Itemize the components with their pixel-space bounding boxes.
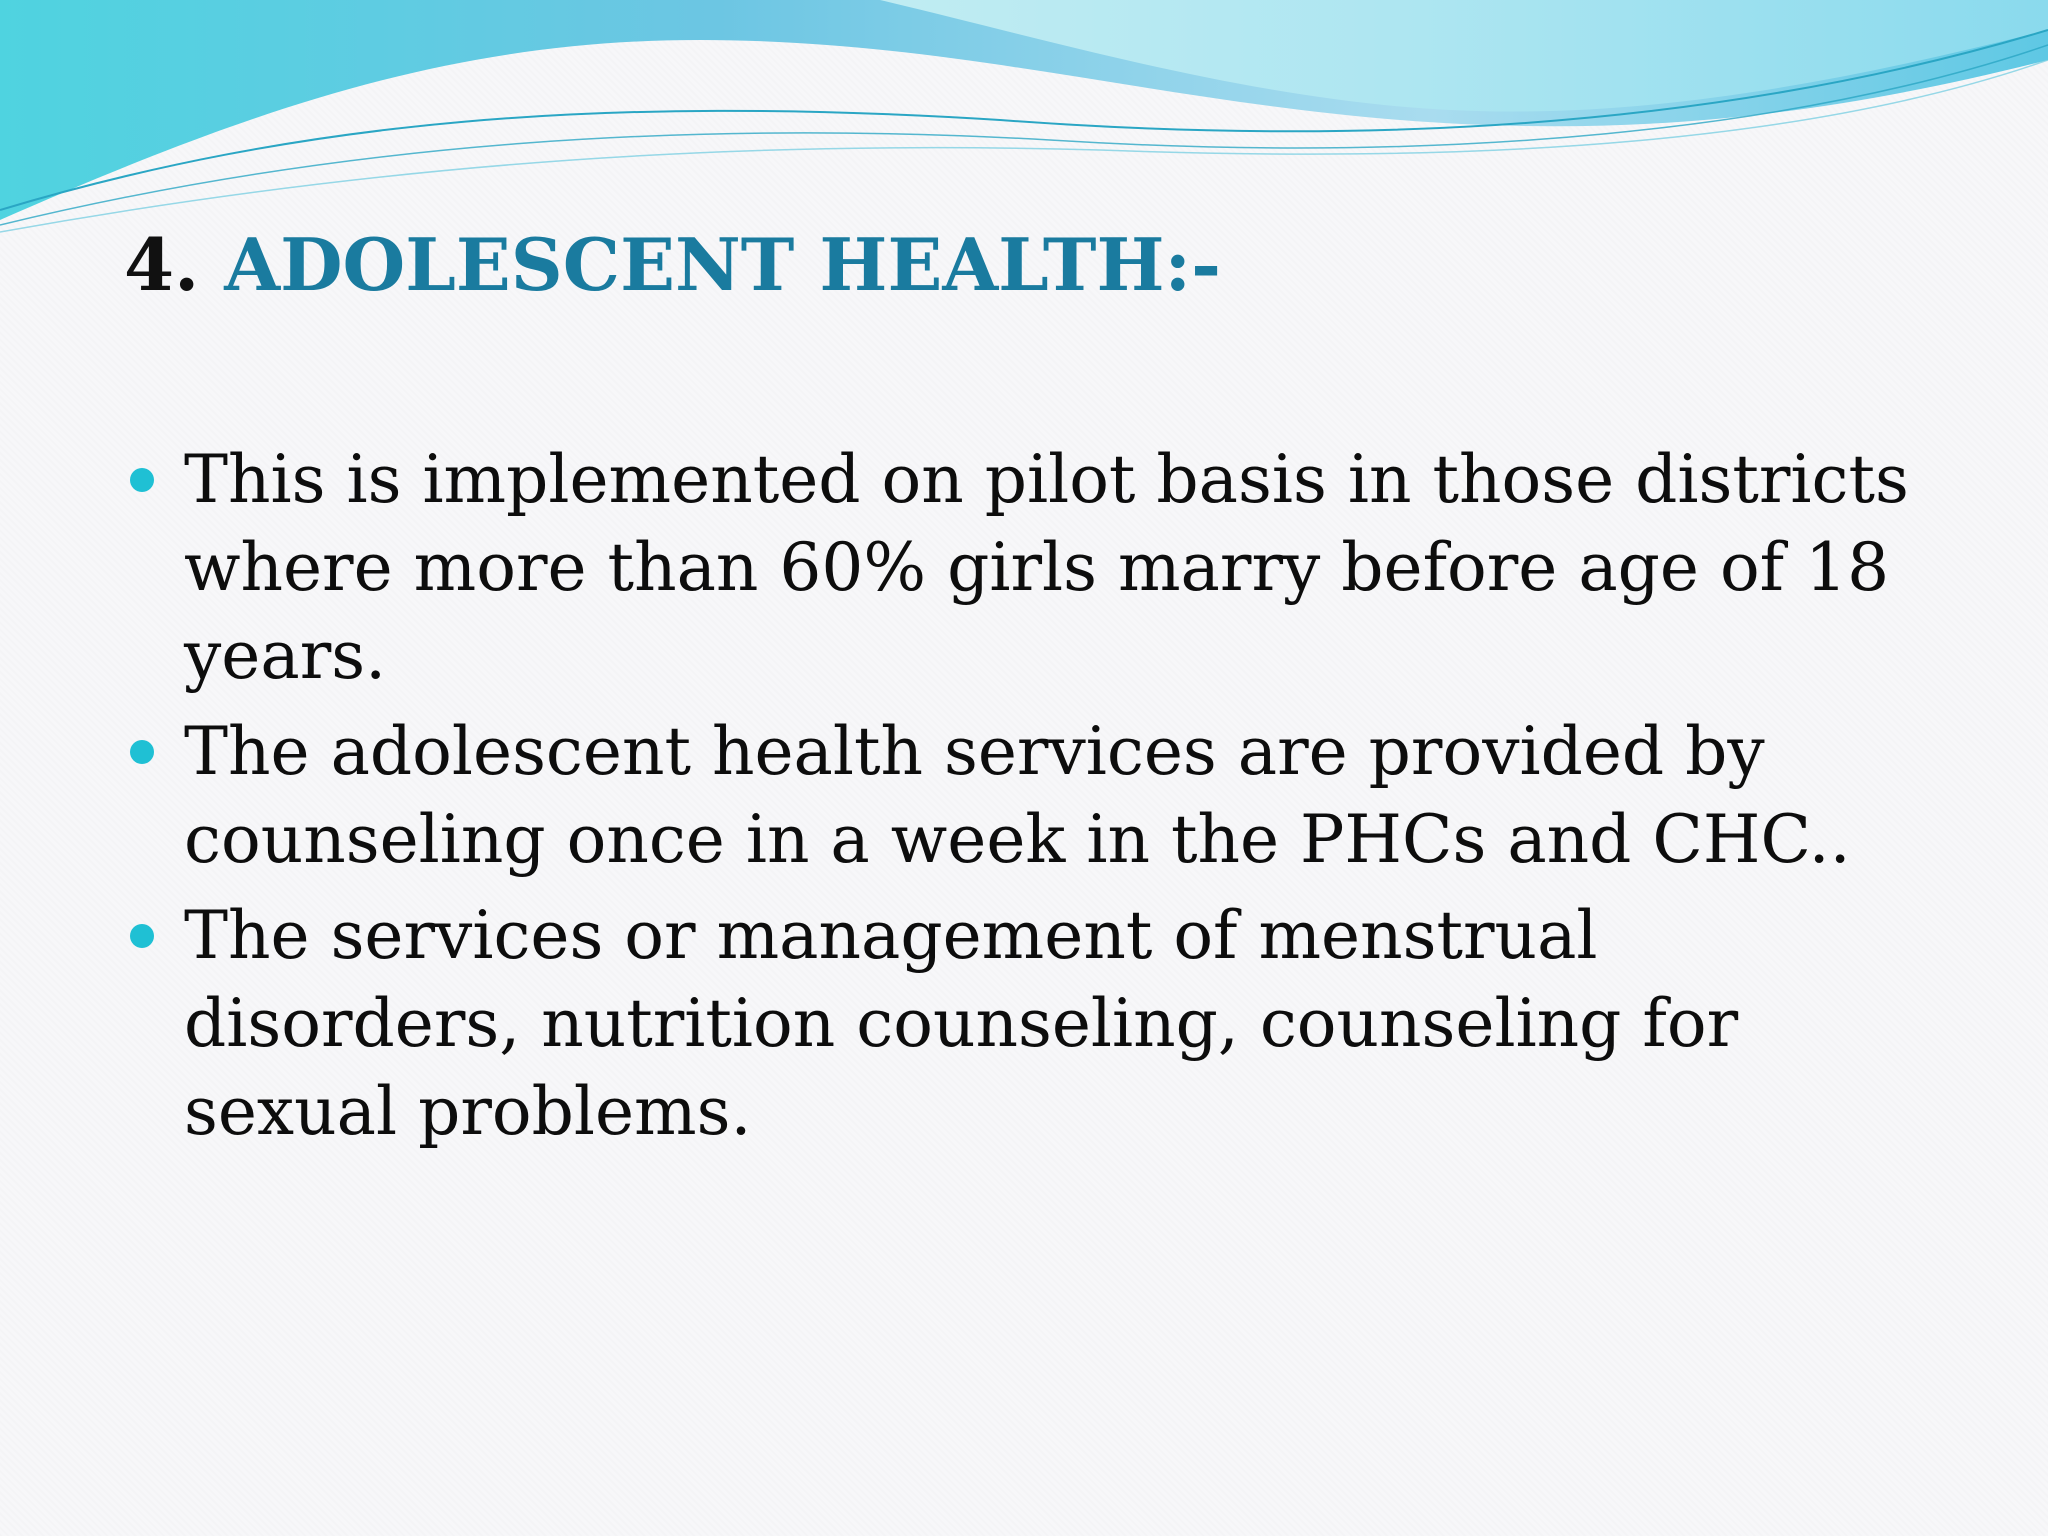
header-wave-decoration [0,0,2048,240]
slide-title [124,222,1221,308]
bullet-text: The services or management of menstrual disorders, nutrition counseling, counseling for sexual problems. [184,897,1739,1150]
title-number: 4. [124,222,200,307]
bullet-item [128,436,1928,700]
bullet-marker-icon [130,740,154,764]
bullet-item [128,892,1928,1156]
bullet-marker-icon [130,924,154,948]
bullet-text: This is implemented on pilot basis in those districts where more than 60% girls marry before age of 18 years. [184,441,1909,694]
title-suffix: :- [1164,222,1222,307]
bullet-list [128,436,1928,1164]
bullet-text: The adolescent health services are provided by counseling once in a week in the PHCs and CHC.. [184,713,1851,878]
bullet-item [128,708,1928,884]
title-text: ADOLESCENT HEALTH [224,222,1165,307]
bullet-marker-icon [130,468,154,492]
